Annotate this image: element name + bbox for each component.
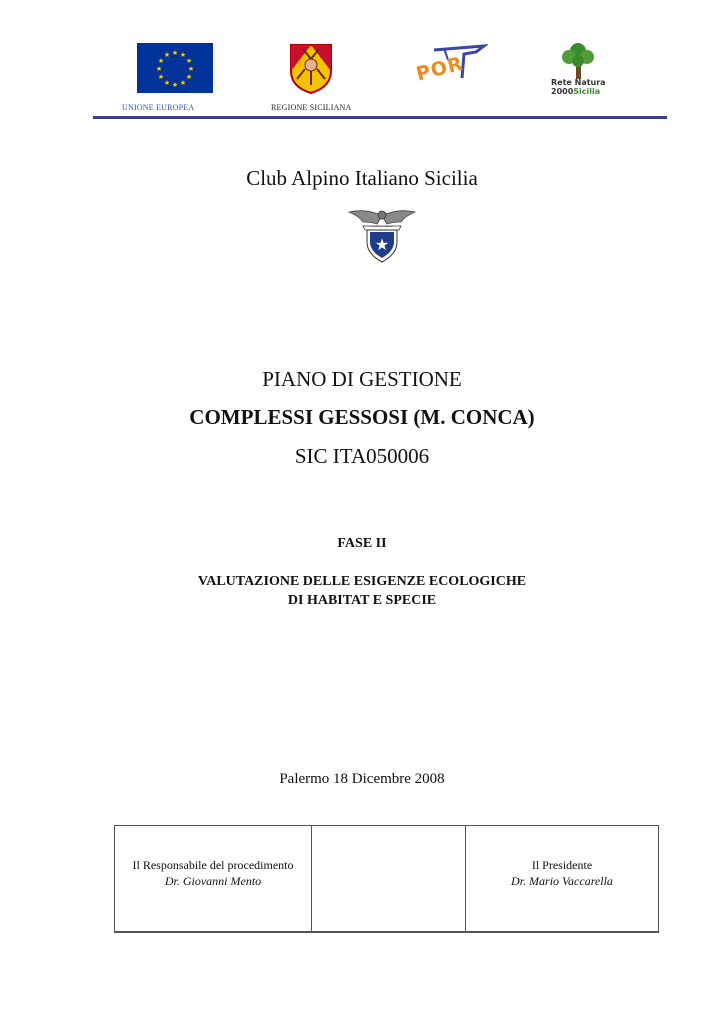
por-logo-text: POR xyxy=(414,52,466,86)
signature-cell-responsabile xyxy=(115,826,312,931)
natura-text-line2 xyxy=(551,87,600,96)
svg-text:★: ★ xyxy=(157,73,165,81)
cai-eagle-star-icon xyxy=(347,206,417,264)
tree-icon xyxy=(547,41,611,81)
plan-title: PIANO DI GESTIONE xyxy=(262,367,462,391)
eu-flag-logo xyxy=(137,43,213,93)
site-name: COMPLESSI GESSOSI (M. CONCA) xyxy=(189,405,535,429)
natura-year: 2000 xyxy=(551,87,574,96)
signature-table xyxy=(114,825,659,933)
svg-text:★: ★ xyxy=(179,79,187,87)
trinacria-shield-icon xyxy=(289,41,333,95)
subtitle-line-2: DI HABITAT E SPECIE xyxy=(287,593,437,608)
eu-label: UNIONE EUROPEA xyxy=(122,103,195,112)
svg-text:★: ★ xyxy=(157,57,165,65)
svg-text:★: ★ xyxy=(155,65,163,73)
svg-text:★: ★ xyxy=(171,49,179,57)
signature-cell-presidente xyxy=(466,826,658,931)
natura-text-line1: Rete Natura xyxy=(551,78,606,87)
presidente-role: Il Presidente xyxy=(531,858,593,872)
eu-flag-icon xyxy=(137,43,213,93)
svg-text:★: ★ xyxy=(185,73,193,81)
svg-text:★: ★ xyxy=(179,51,187,59)
responsabile-role: Il Responsabile del procedimento xyxy=(132,858,294,872)
cai-emblem xyxy=(347,206,417,264)
svg-text:★: ★ xyxy=(163,51,171,59)
svg-text:★: ★ xyxy=(374,235,390,254)
cai-badge-text: CLUB ALPINO ITALIANO xyxy=(370,226,394,228)
svg-text:★: ★ xyxy=(171,81,179,89)
sicily-region-logo xyxy=(289,41,333,95)
svg-text:★: ★ xyxy=(187,65,195,73)
por-logo xyxy=(414,44,488,88)
document-date: Palermo 18 Dicembre 2008 xyxy=(279,771,445,787)
site-code: SIC ITA050006 xyxy=(294,444,430,468)
rete-natura-logo xyxy=(547,41,611,97)
responsabile-name: Dr. Giovanni Mento xyxy=(164,874,262,888)
svg-text:★: ★ xyxy=(185,57,193,65)
natura-sicilia: Sicilia xyxy=(573,87,601,96)
signature-cell-empty xyxy=(312,826,466,931)
region-label: REGIONE SICILIANA xyxy=(271,103,352,112)
subtitle-line-1: VALUTAZIONE DELLE ESIGENZE ECOLOGICHE xyxy=(197,574,527,589)
presidente-name: Dr. Mario Vaccarella xyxy=(511,874,613,888)
header-rule xyxy=(93,116,667,119)
organization-title: Club Alpino Italiano Sicilia xyxy=(246,166,478,190)
svg-text:★: ★ xyxy=(163,79,171,87)
phase-label: FASE II xyxy=(337,536,387,551)
